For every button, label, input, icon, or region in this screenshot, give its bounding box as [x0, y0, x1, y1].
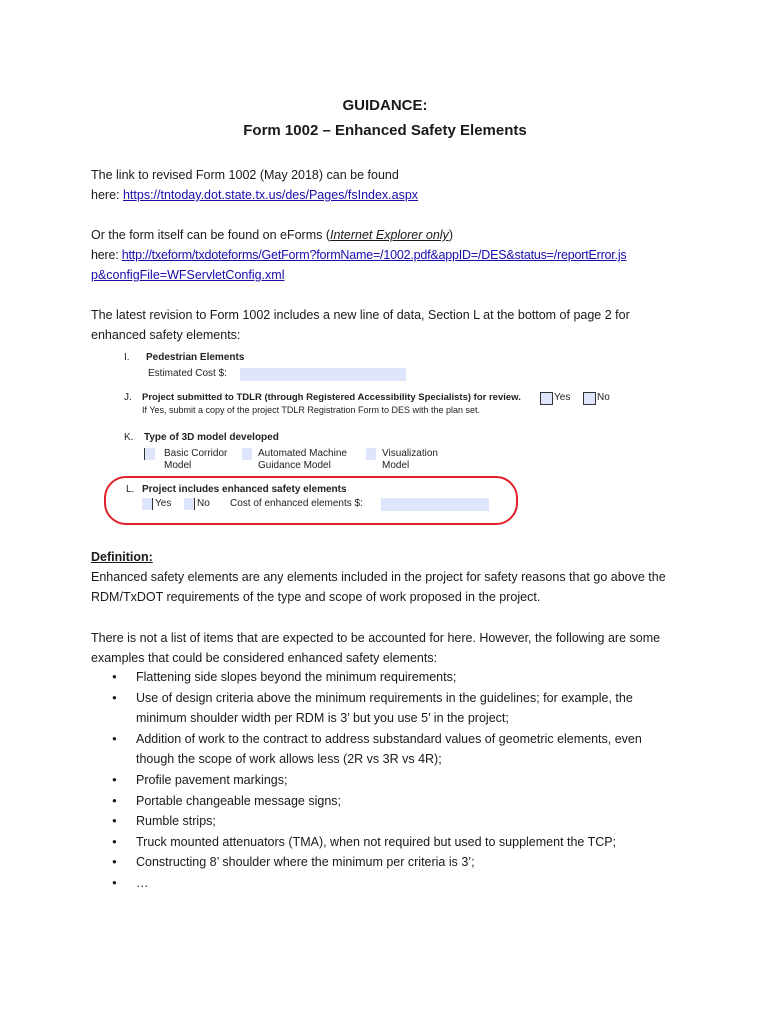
- eform-link[interactable]: http://txeform/txdoteforms/GetForm?formName=/1002.pdf&appID=/DES&status=/reportError.js: [121, 248, 627, 262]
- list-item: ● Constructing 8’ shoulder where the minimum per criteria is 3’;: [106, 852, 666, 873]
- list-item: ● Flattening side slopes beyond the minimum requirements;: [106, 667, 666, 688]
- section-k-title: Type of 3D model developed: [144, 432, 279, 443]
- intro-text-2: [91, 225, 701, 245]
- intro-text-3b: enhanced safety elements:: [91, 328, 241, 342]
- tdlr-yes-label: Yes: [554, 392, 571, 403]
- highlight-oval: [104, 476, 518, 525]
- list-item: ● Profile pavement markings;: [106, 770, 666, 791]
- visualization-checkbox[interactable]: [366, 448, 376, 460]
- list-item: ● Rumble strips;: [106, 811, 666, 832]
- visualization-label-1: Visualization: [382, 448, 438, 459]
- intro-paragraph-3: [91, 305, 701, 345]
- intro-link-line-3: [91, 265, 701, 285]
- examples-intro-line-1: There is not a list of items that are expected to be accounted for here. However, the following are some: [91, 631, 661, 645]
- section-i-title: Pedestrian Elements: [146, 352, 245, 363]
- basic-corridor-checkbox[interactable]: [144, 448, 155, 460]
- section-i-number: I.: [124, 352, 130, 363]
- eform-link-cont[interactable]: p&configFile=WFServletConfig.xml: [91, 268, 285, 282]
- enhanced-cost-label: Cost of enhanced elements $:: [230, 498, 363, 509]
- visualization-label-2: Model: [382, 460, 410, 471]
- section-i-cost-label: Estimated Cost $:: [148, 368, 227, 379]
- examples-intro-line-2: examples that could be considered enhanced safety elements:: [91, 651, 438, 665]
- list-item: ● …: [106, 873, 666, 894]
- section-l-title: Project includes enhanced safety elements: [142, 484, 347, 495]
- definition-line-2: RDM/TxDOT requirements of the type and scope of work proposed in the project.: [91, 590, 541, 604]
- page-title: GUIDANCE:: [342, 97, 428, 114]
- section-k-number: K.: [124, 432, 134, 443]
- here-label-1: here:: [91, 188, 123, 202]
- section-j-number: J.: [124, 392, 132, 403]
- tdlr-no-checkbox[interactable]: [583, 392, 596, 405]
- list-item: ● Portable changeable message signs;: [106, 791, 666, 812]
- list-item: ● Truck mounted attenuators (TMA), when not required but used to supplement the TCP;: [106, 832, 666, 853]
- definition-label: Definition:: [91, 550, 153, 564]
- examples-list: [106, 667, 666, 894]
- eforms-text: Or the form itself can be found on eForms (: [91, 228, 330, 242]
- fsindex-link[interactable]: https://tntoday.dot.state.tx.us/des/Pages/fsIndex.aspx: [122, 188, 419, 202]
- basic-corridor-label-2: Model: [164, 460, 192, 471]
- intro-text-3: The latest revision to Form 1002 includes a new line of data, Section L at the bottom of page 2 for: [91, 308, 630, 322]
- basic-corridor-label-1: Basic Corridor: [164, 448, 228, 459]
- eforms-text-end: ): [448, 228, 453, 242]
- here-label-2: here:: [91, 248, 122, 262]
- machine-guidance-checkbox[interactable]: [242, 448, 252, 460]
- intro-text-1: The link to revised Form 1002 (May 2018) can be found: [91, 168, 399, 182]
- enhanced-yes-label: Yes: [155, 498, 172, 509]
- examples-intro: [91, 628, 711, 668]
- estimated-cost-field[interactable]: [240, 368, 406, 381]
- intro-paragraph-2: [91, 225, 701, 285]
- intro-link-line-2: [91, 245, 701, 265]
- list-item: ● Addition of work to the contract to address substandard values of geometric elements, even though the scope of work allows less (2R vs 3R vs 4R);: [106, 729, 666, 770]
- section-l-number: L.: [126, 484, 135, 495]
- section-j-title: Project submitted to TDLR (through Registered Accessibility Specialists) for review.: [142, 392, 521, 403]
- list-item: ● Use of design criteria above the minimum requirements in the guidelines; for example, the minimum shoulder width per RDM is 3’ but you use 5’ in the project;: [106, 688, 666, 729]
- tdlr-no-label: No: [597, 392, 610, 403]
- intro-paragraph-1: [91, 165, 691, 205]
- section-j-note: If Yes, submit a copy of the project TDLR Registration Form to DES with the plan set.: [142, 405, 480, 415]
- intro-link-line-1: [91, 185, 691, 205]
- enhanced-no-label: No: [197, 498, 210, 509]
- machine-guidance-label-1: Automated Machine: [258, 448, 347, 459]
- machine-guidance-label-2: Guidance Model: [258, 460, 331, 471]
- definition-section: [91, 547, 711, 607]
- definition-line-1: Enhanced safety elements are any elements included in the project for safety reasons that go above the: [91, 570, 666, 584]
- tdlr-yes-checkbox[interactable]: [540, 392, 553, 405]
- page-subtitle: Form 1002 – Enhanced Safety Elements: [243, 122, 527, 139]
- ie-only-note: Internet Explorer only: [330, 228, 449, 242]
